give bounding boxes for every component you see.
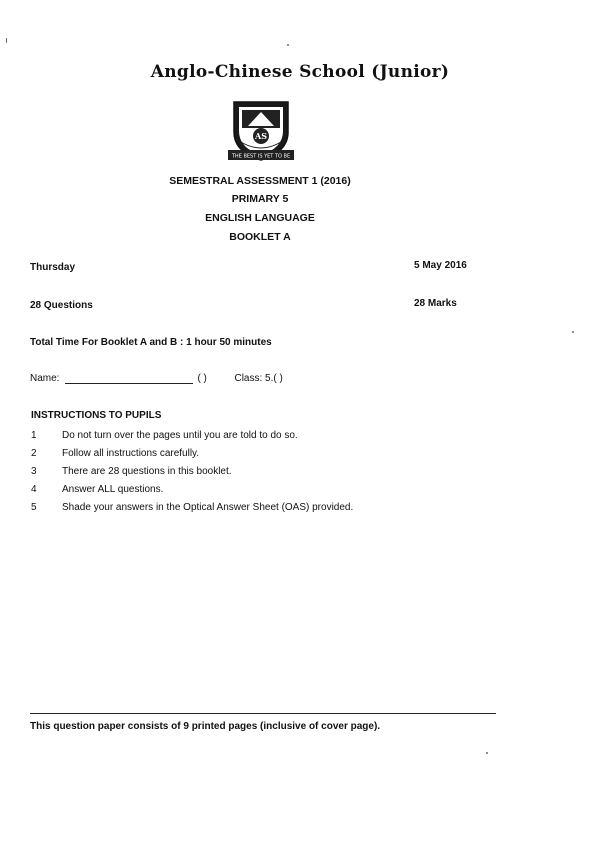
page-count-note: This question paper consists of 9 printed pages (inclusive of cover page).: [30, 721, 381, 732]
scan-speck: [6, 38, 7, 43]
instruction-item: 4 Answer ALL questions.: [31, 484, 164, 495]
exam-date: 5 May 2016: [414, 260, 467, 271]
svg-text:AS: AS: [255, 131, 267, 141]
name-row: [30, 373, 283, 384]
total-marks: 28 Marks: [414, 298, 457, 309]
scan-speck: [572, 331, 574, 333]
scan-speck: [287, 44, 289, 46]
name-blank[interactable]: [65, 373, 193, 384]
instruction-item: 3 There are 28 questions in this booklet.: [31, 466, 232, 477]
subject-title: ENGLISH LANGUAGE: [205, 212, 315, 224]
school-crest-icon: [226, 98, 296, 166]
class-label: Class: 5.( ): [234, 373, 283, 384]
instruction-item: 2 Follow all instructions carefully.: [31, 448, 200, 459]
total-time: Total Time For Booklet A and B : 1 hour 50 minutes: [30, 337, 272, 348]
crest-motto: THE BEST IS YET TO BE: [231, 153, 291, 160]
school-name: Anglo-Chinese School (Junior): [150, 62, 450, 82]
instructions-heading: INSTRUCTIONS TO PUPILS: [31, 410, 162, 421]
footer-divider: [30, 713, 496, 714]
exam-day: Thursday: [30, 262, 76, 273]
question-count: 28 Questions: [30, 300, 93, 311]
instruction-item: 1 Do not turn over the pages until you are told to do so.: [31, 430, 298, 441]
scan-speck: [486, 752, 488, 754]
instruction-item: 5 Shade your answers in the Optical Answer Sheet (OAS) provided.: [31, 502, 354, 513]
assessment-title: SEMESTRAL ASSESSMENT 1 (2016): [169, 175, 351, 187]
register-number-paren: ( ): [197, 373, 207, 384]
name-label: Name:: [30, 373, 60, 384]
booklet-title: BOOKLET A: [229, 231, 291, 243]
level-title: PRIMARY 5: [231, 193, 289, 205]
